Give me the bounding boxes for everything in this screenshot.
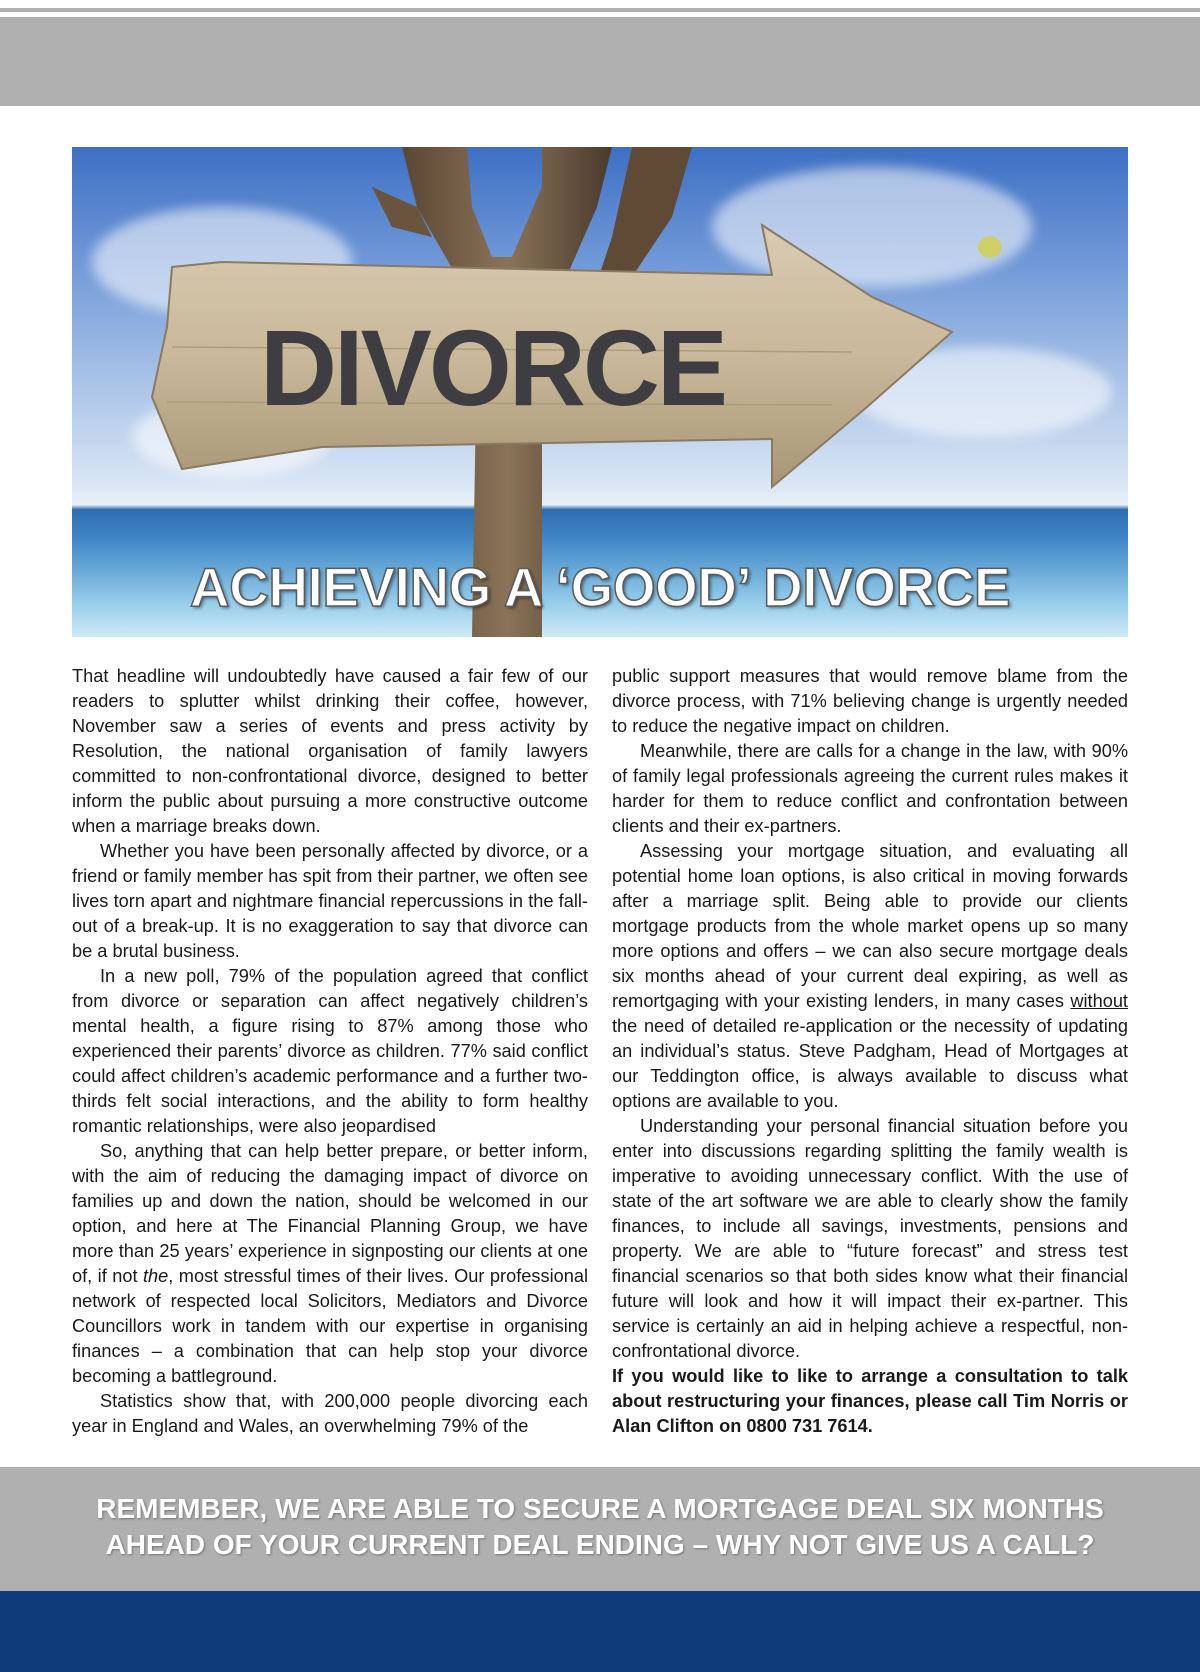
paragraph — [612, 839, 1128, 1114]
paragraph: public support measures that would remove blame from the divorce process, with 71% believing change is urgently needed to reduce the negative impact on children. — [612, 666, 1128, 736]
top-rule — [0, 8, 1200, 12]
paragraph: In a new poll, 79% of the population agreed that conflict from divorce or separation can affect negatively children’s mental health, a figure rising to 87% among those who experienced their parents’ divorce as children. 77% said conflict could affect children’s academic performance and a further two-thirds felt social interactions, and the ability to form healthy romantic relationships, were also jeopardised — [72, 966, 588, 1136]
article-title: ACHIEVING A ‘GOOD’ DIVORCE — [189, 556, 1011, 618]
call-to-action: If you would like to like to arrange a consultation to talk about restructuring your finances, please call Tim Norris or Alan Clifton on 0800 731 7614. — [612, 1366, 1128, 1436]
emphasis: the — [143, 1266, 169, 1286]
article-column-right — [612, 664, 1128, 1439]
promo-line-2: AHEAD OF YOUR CURRENT DEAL ENDING – WHY NOT GIVE US A CALL? — [105, 1529, 1095, 1560]
promo-message — [60, 1491, 1140, 1563]
promo-banner — [0, 1467, 1200, 1591]
paragraph: Meanwhile, there are calls for a change in the law, with 90% of family legal professionals agreeing the current rules makes it harder for them to reduce conflict and confrontation between clients and their ex-partners. — [612, 741, 1128, 836]
hero-image — [72, 147, 1128, 637]
header-band — [0, 17, 1200, 106]
article-column-left — [72, 664, 588, 1439]
sign-text: DIVORCE — [260, 307, 725, 428]
paragraph: That headline will undoubtedly have caused a fair few of our readers to splutter whilst drinking their coffee, however, November saw a series of events and press activity by Resolution, the national organisation of family lawyers committed to non-confrontational divorce, designed to better inform the public about pursuing a more constructive outcome when a marriage breaks down. — [72, 666, 588, 836]
underlined-text: without — [1070, 991, 1128, 1011]
distant-ball — [978, 236, 1002, 258]
text-run: So, anything that can help better prepare, or better inform, with the aim of reducing the damaging impact of divorce on families up and down the nation, should be welcomed in our option, and here at The Financial Planning Group, we have more than 25 years’ experience in signposting our clients at one of, if not — [72, 1141, 588, 1286]
text-run: Assessing your mortgage situation, and evaluating all potential home loan options, is also critical in moving forwards after a marriage split. Being able to provide our clients mortgage products from the whole market opens up so many more options and offers – we can also secure mortgage deals six months ahead of your current deal expiring, as well as remortgaging with your existing lenders, in many cases — [612, 841, 1128, 1011]
text-run: , most stressful times of their lives. Our professional network of respected local Solicitors, Mediators and Divorce Councillors work in tandem with our expertise in organising finances – a combination that can help stop your divorce becoming a battleground. — [72, 1266, 588, 1386]
footer-band — [0, 1591, 1200, 1672]
paragraph: Understanding your personal financial situation before you enter into discussions regarding splitting the family wealth is imperative to avoiding unnecessary conflict. With the use of state of the art software we are able to clearly show the family finances, to include all savings, investments, pensions and property. We are able to “future forecast” and stress test financial scenarios so that both sides know what their financial future will look and how it will impact their ex-partner. This service is certainly an aid in helping achieve a respectful, non-confrontational divorce. — [612, 1116, 1128, 1361]
paragraph: Statistics show that, with 200,000 people divorcing each year in England and Wales, an overwhelming 79% of the — [72, 1391, 588, 1436]
paragraph: Whether you have been personally affected by divorce, or a friend or family member has spit from their partner, we often see lives torn apart and nightmare financial repercussions in the fall-out of a break-up. It is no exaggeration to say that divorce can be a brutal business. — [72, 841, 588, 961]
promo-line-1: REMEMBER, WE ARE ABLE TO SECURE A MORTGAGE DEAL SIX MONTHS — [96, 1493, 1104, 1524]
paragraph — [72, 1139, 588, 1389]
text-run: the need of detailed re-application or the necessity of updating an individual’s status. Steve Padgham, Head of Mortgages at our Teddington office, is always available to discuss what options are available to you. — [612, 1016, 1128, 1111]
